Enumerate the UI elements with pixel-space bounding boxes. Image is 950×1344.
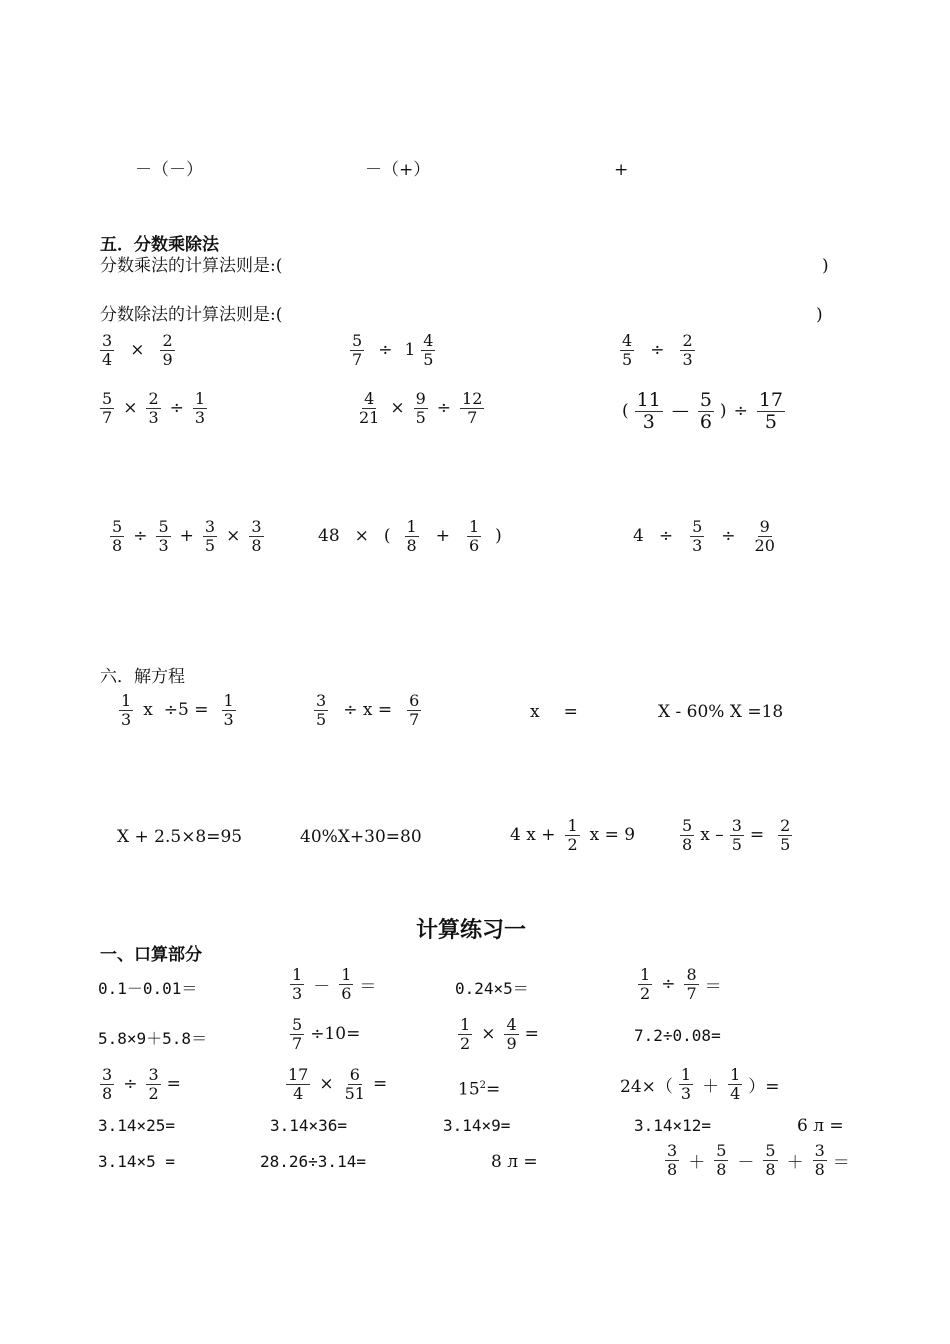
fraction: $\frac{1}{3}$ [194,389,206,427]
top-expr-1: －（－） [135,160,203,180]
problem-5-8: 48 × ( $\frac{1}{8}$ + $\frac{1}{6}$ ) [318,517,502,555]
fraction: $\frac{4}{5}$ [622,331,633,369]
fraction: $\frac{4}{5}$ [423,331,434,369]
fraction: $\frac{1}{3}$ [223,691,234,729]
problem-5-4: $\frac{5}{7}$ × $\frac{2}{3}$ ÷ $\frac{1}{3}$ [102,389,206,427]
top-expr-2: －（+） [365,160,431,180]
section6-heading: 六．解方程 [100,667,185,687]
mental-4-3: 3.14×9= [443,1116,511,1135]
fraction: $\frac{6}{51}$ [344,1065,365,1103]
equation-3: x = [530,702,578,722]
fraction: $\frac{5}{7}$ [352,331,363,369]
fraction: $\frac{8}{7}$ [686,965,697,1003]
section5-heading: 五．分数乘除法 [100,235,219,255]
equation-6: 40%X+30=80 [300,827,422,847]
fraction: $\frac{2}{9}$ [162,331,173,369]
fraction: $\frac{3}{5}$ [204,517,216,555]
mental-1-2: $\frac{1}{3}$ － $\frac{1}{6}$ ＝ [292,965,377,1003]
fraction: $\frac{5}{7}$ [292,1015,303,1053]
fraction: $\frac{1}{6}$ [341,965,352,1003]
equation-5: X + 2.5×8=95 [117,827,243,847]
fraction: $\frac{1}{4}$ [730,1065,741,1103]
fraction: $\frac{9}{5}$ [415,389,426,427]
fraction: $\frac{1}{8}$ [406,517,417,555]
div-rule-label: 分数除法的计算法则是:( [100,305,283,325]
fraction: $\frac{3}{8}$ [102,1065,113,1103]
fraction: $\frac{2}{5}$ [780,816,791,854]
mental-2-3: $\frac{1}{2}$ × $\frac{4}{9}$ = [460,1015,539,1053]
equation-8: $\frac{5}{8}$ x – $\frac{3}{5}$ = $\frac{2}{5}$ [682,816,791,854]
mental-1-4: $\frac{1}{2}$ ÷ $\frac{8}{7}$ ＝ [640,965,722,1003]
mental-3-3: $15^2=$ [458,1079,501,1100]
fraction: $\frac{6}{7}$ [409,691,420,729]
fraction: $\frac{1}{2}$ [460,1015,471,1053]
fraction: $\frac{5}{8}$ [112,517,123,555]
fraction: $\frac{1}{2}$ [640,965,651,1003]
fraction: $\frac{5}{7}$ [102,389,113,427]
mul-rule-close: ) [822,256,829,276]
fraction: $\frac{3}{5}$ [316,691,327,729]
fraction: $\frac{4}{21}$ [359,389,380,427]
fraction: $\frac{17}{4}$ [288,1065,309,1103]
mental-3-1: $\frac{3}{8}$ ÷ $\frac{3}{2}$ = [102,1065,181,1103]
fraction: $\frac{3}{4}$ [102,331,113,369]
top-expr-3: + [614,160,629,180]
mental-2-4: 7.2÷0.08= [634,1026,721,1045]
fraction: $\frac{5}{8}$ [765,1141,776,1179]
problem-5-7: $\frac{5}{8}$ ÷ $\frac{5}{3}$ + $\frac{3}{5}$ × $\frac{3}{8}$ [112,517,262,555]
div-rule-close: ) [816,305,823,325]
mul-rule-label: 分数乘法的计算法则是:( [100,256,283,276]
mental-4-1: 3.14×25= [98,1116,176,1135]
fraction: $\frac{1}{3}$ [121,691,132,729]
fraction: $\frac{3}{2}$ [148,1065,159,1103]
mental-5-3: 8 л = [491,1152,538,1172]
equation-1: $\frac{1}{3}$ x ÷5 = $\frac{1}{3}$ [121,691,234,729]
fraction: $\frac{5}{8}$ [716,1141,727,1179]
mental-1-1: 0.1－0.01＝ [98,979,198,998]
mental-2-2: $\frac{5}{7}$ ÷10= [292,1015,361,1053]
fraction: $\frac{1}{6}$ [468,517,480,555]
equation-7: 4 x + $\frac{1}{2}$ x = 9 [510,816,636,854]
fraction: $\frac{5}{3}$ [692,517,703,555]
fraction: $\frac{2}{3}$ [148,389,159,427]
fraction: $\frac{9}{20}$ [754,517,775,555]
mental-1-3: 0.24×5＝ [455,979,529,998]
fraction: $\frac{1}{3}$ [680,1065,692,1103]
mental-2-1: 5.8×9＋5.8＝ [98,1029,208,1048]
problem-5-9: 4 ÷ $\frac{5}{3}$ ÷ $\frac{9}{20}$ [633,517,775,555]
fraction: $\frac{3}{8}$ [251,517,262,555]
fraction: $\frac{5}{3}$ [158,517,169,555]
mental-4-5: 6 л = [797,1116,844,1136]
mental-4-4: 3.14×12= [634,1116,712,1135]
problem-5-3: $\frac{4}{5}$ ÷ $\frac{2}{3}$ [622,331,693,369]
practice-title: 计算练习一 [416,918,527,943]
equation-4: X - 60% X =18 [658,702,784,722]
fraction: $\frac{12}{7}$ [462,389,483,427]
fraction: $\frac{1}{3}$ [292,965,303,1003]
mental-5-2: 28.26÷3.14= [260,1152,366,1171]
problem-5-5: $\frac{4}{21}$ × $\frac{9}{5}$ ÷ $\frac{12}{7}$ [359,389,483,427]
fraction: $\frac{4}{9}$ [506,1015,517,1053]
problem-5-6: ( $\frac{11}{3}$ — $\frac{5}{6}$ ) ÷ $\frac{17}{5}$ [622,389,783,433]
practice-subheading: 一、口算部分 [100,945,202,965]
fraction: $\frac{5}{6}$ [699,389,712,433]
fraction: $\frac{3}{5}$ [731,816,742,854]
fraction: $\frac{5}{8}$ [682,816,693,854]
equation-2: $\frac{3}{5}$ ÷ x = $\frac{6}{7}$ [316,691,420,729]
fraction: $\frac{17}{5}$ [758,389,783,433]
fraction: $\frac{3}{8}$ [814,1141,825,1179]
mental-5-4: $\frac{3}{8}$ ＋ $\frac{5}{8}$ － $\frac{5}{8}$ ＋ $\frac{3}{8}$ ＝ [667,1141,850,1179]
mental-5-1: 3.14×5 = [98,1152,176,1171]
problem-5-1: $\frac{3}{4}$ × $\frac{2}{9}$ [102,331,173,369]
problem-5-2: $\frac{5}{7}$ ÷ 1 $\frac{4}{5}$ [352,331,434,369]
fraction: $\frac{3}{8}$ [667,1141,678,1179]
fraction: $\frac{11}{3}$ [636,389,661,433]
mental-3-2: $\frac{17}{4}$ × $\frac{6}{51}$ = [288,1065,388,1103]
mental-3-4: 24×（ $\frac{1}{3}$ ＋ $\frac{1}{4}$ ）= [620,1065,780,1103]
mental-4-2: 3.14×36= [270,1116,348,1135]
fraction: $\frac{2}{3}$ [682,331,693,369]
fraction: $\frac{1}{2}$ [567,816,578,854]
